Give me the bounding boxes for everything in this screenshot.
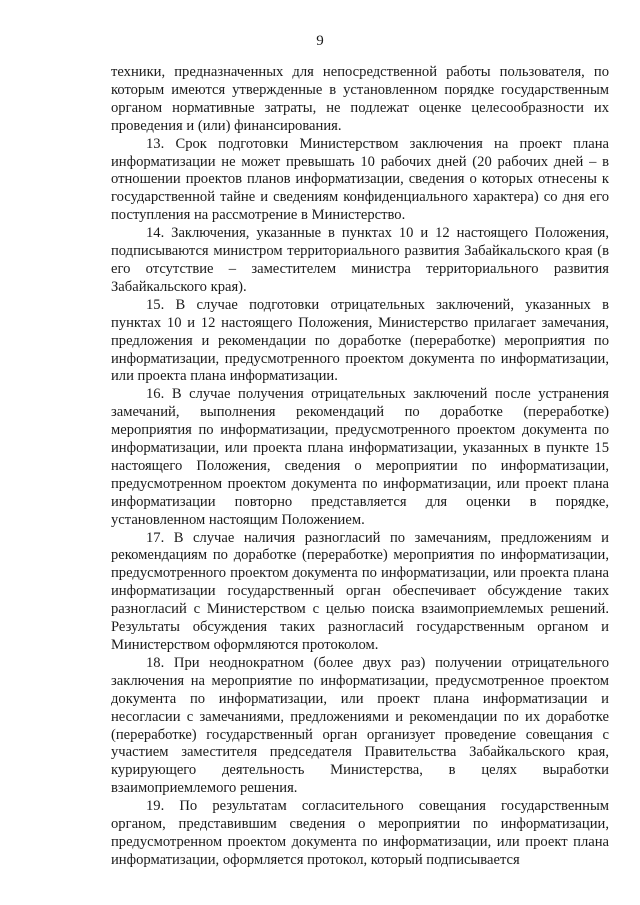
- paragraph-19: 19. По результатам согласительного совещания государственным органом, представившим сведения о мероприятии по информатизации, предусмотренном проектом документа по информатизации, или проект плана информатизации, оформляется протокол, который подписывается: [111, 798, 609, 868]
- document-body: [111, 64, 609, 870]
- paragraph-18: 18. При неоднократном (более двух раз) получении отрицательного заключения на мероприятие по информатизации, предусмотренное проектом документа по информатизации, или проект плана информатизации и несогласии с замечаниями, предложениями и рекомендации по их доработке (переработке) государственный орган организует проведение совещания с участием заместителя председателя Правительства Забайкальского края, курирующего деятельность Министерства, в целях выработки взаимоприемлемого решения.: [111, 654, 609, 797]
- paragraph-15: 15. В случае подготовки отрицательных заключений, указанных в пунктах 10 и 12 настоящего Положения, Министерство прилагает замечания, предложения и рекомендации по доработке (переработке) мероприятия по информатизации, предусмотренного проектом документа по информатизации, или проекта плана информатизации.: [111, 296, 609, 385]
- paragraph-13: 13. Срок подготовки Министерством заключения на проект плана информатизации не может превышать 10 рабочих дней (20 рабочих дней – в отношении проектов планов информатизации, сведения о которых отнесены к государственной тайне и сведениям конфиденциального характера) со дня его поступления на рассмотрение в Министерство.: [111, 135, 609, 224]
- paragraph-12-continuation: техники, предназначенных для непосредственной работы пользователя, по которым имеются утвержденные в установленном порядке государственным органом нормативные затраты, не подлежат оценке целесообразности их проведения и (или) финансирования.: [111, 64, 609, 134]
- paragraph-16: 16. В случае получения отрицательных заключений после устранения замечаний, выполнения рекомендаций по доработке (переработке) мероприятия по информатизации, предусмотренного проектом документа по информатизации, или проекта плана информатизации, указанных в пункте 15 настоящего Положения, сведения о мероприятии по информатизации, предусмотренном проектом документа по информатизации, или проект плана информатизации повторно представляется для оценки в порядке, установленном настоящим Положением.: [111, 386, 609, 528]
- page-number: 9: [316, 33, 324, 49]
- paragraph-17: 17. В случае наличия разногласий по замечаниям, предложениям и рекомендациям по доработке (переработке) мероприятия по информатизации, предусмотренного проектом документа по информатизации, или проекта плана информатизации государственный орган обеспечивает обсуждение таких разногласий с Министерством с целью поиска взаимоприемлемых решений. Результаты обсуждения таких разногласий государственным органом и Министерством оформляются протоколом.: [111, 529, 609, 653]
- paragraph-14: 14. Заключения, указанные в пунктах 10 и 12 настоящего Положения, подписываются министром территориального развития Забайкальского края (в его отсутствие – заместителем министра территориального развития Забайкальского края).: [111, 225, 609, 295]
